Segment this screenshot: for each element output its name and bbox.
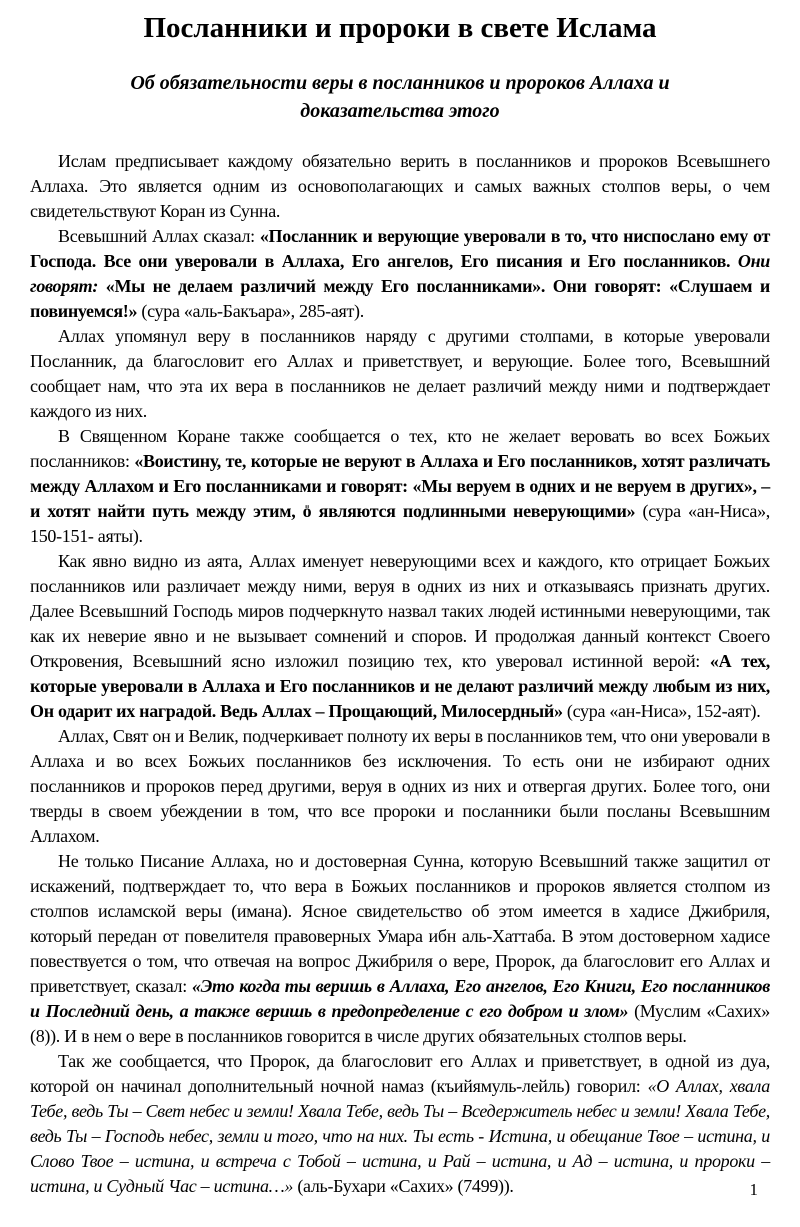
body-text: [30, 149, 770, 1199]
paragraph: [30, 424, 770, 549]
page-subtitle: Об обязательности веры в посланников и пророков Аллаха и доказательства этого: [130, 72, 670, 122]
text-run: Они говорят:: [30, 250, 770, 296]
paragraph: [30, 724, 770, 849]
text-run: «Это когда ты веришь в Аллаха, Его ангелов, Его Книги, Его посланников и Последний день, а также веришь в предопределение с его добром и злом»: [30, 975, 770, 1021]
text-run: Аллах, Свят он и Велик, подчеркивает полноту их веры в посланников тем, что они уверовали в Аллаха и во всех Божьих посланников без исключения. То есть они не избирают одних посланников и пророков перед другими, веруя в одних из них и отвергая других. Более того, они тверды в своем убеждении в том, что все пророки и посланники были посланы Всевышним Аллахом.: [30, 725, 770, 846]
text-run: «Посланник и верующие уверовали в то, что ниспослано ему от Господа. Все они уверовали в Аллаха, Его ангелов, Его писания и Его посланников.: [30, 225, 770, 271]
text-run: «О Аллах, хвала Тебе, ведь Ты – Свет небес и земли! Хвала Тебе, ведь Ты – Вседержитель небес и земли! Хвала Тебе, ведь Ты – Господь небес, земли и того, что на них. Ты есть - Истина, и обещание Твое – истина, и Слово Твое – истина, и встреча с Тобой – истина, и Рай – истина, и Ад – истина, и пророки – истина, и Судный Час – истина…»: [30, 1075, 770, 1196]
paragraph: [30, 149, 770, 224]
text-run: Как явно видно из аята, Аллах именует неверующими всех и каждого, кто отрицает Божьих посланников или различает между ними, веруя в одних из них и отказываясь признать других. Далее Всевышний Господь миров подчеркнуто назвал таких людей истинными неверующими, так как их неверие явно и не вызывает сомнений и споров. И продолжая данный контекст Своего Откровения, Всевышний ясно изложил позицию тех, кто уверовал истинной верой:: [30, 550, 770, 671]
text-run: (сура «ан-Ниса», 150-151- аяты).: [30, 500, 770, 546]
page-title: Посланники и пророки в свете Ислама: [143, 12, 657, 44]
text-run: Всевышний Аллах сказал:: [58, 225, 260, 246]
text-run: (сура «ан-Ниса», 152-аят).: [566, 700, 761, 721]
text-run: Ислам предписывает каждому обязательно верить в посланников и пророков Всевышнего Аллаха. Это является одним из основополагающих и самых важных столпов веры, о чем свидетельствуют Коран из Сунна.: [30, 150, 770, 221]
text-run: Не только Писание Аллаха, но и достоверная Сунна, которую Всевышний также защитил от искажений, подтверждает то, что вера в Божьих посланников и пророков является столпом из столпов исламской веры (имана). Ясное свидетельство об этом имеется в хадисе Джибриля, который передан от повелителя правоверных Умара ибн аль-Хаттаба. В этом достоверном хадисе повествуется о том, что отвечая на вопрос Джибриля о вере, Пророк, да благословит его Аллах и приветствует, сказал:: [30, 850, 770, 996]
text-run: (аль-Бухари «Сахих» (7499)).: [297, 1175, 514, 1196]
paragraph: [30, 849, 770, 1049]
text-run: В Священном Коране также сообщается о тех, кто не желает веровать во всех Божьих посланников:: [30, 425, 770, 471]
paragraph: [30, 324, 770, 424]
text-run: «Мы не делаем различий между Его посланниками». Они говорят: «Слушаем и повинуемся!»: [30, 275, 770, 321]
text-run: (Муслим «Сахих» (8)). И в нем о вере в посланников говорится в числе других обязательных столпов веры.: [30, 1000, 771, 1046]
page-number: 1: [749, 1180, 758, 1199]
text-run: Аллах упомянул веру в посланников наряду с другими столпами, в которые уверовали Посланник, да благословит его Аллах и приветствует, и верующие. Более того, Всевышний сообщает нам, что эта их вера в посланников не делает различий между ними и подтверждает каждого из них.: [30, 325, 770, 421]
paragraph: [30, 224, 770, 324]
paragraph: [30, 549, 770, 724]
paragraph: [30, 1049, 770, 1199]
text-run: (сура «аль-Бакъара», 285-аят).: [141, 300, 364, 321]
text-run: Так же сообщается, что Пророк, да благословит его Аллах и приветствует, в одной из дуа, которой он начинал дополнительный ночной намаз (къийямуль-лейль) говорил:: [30, 1050, 770, 1096]
text-run: «Воистину, те, которые не веруют в Аллаха и Его посланников, хотят различать между Аллахом и Его посланниками и говорят: «Мы веруем в одних и не веруем в других», – и хотят найти путь между этим, o̎ являются подлинными неверующими»: [30, 450, 770, 521]
text-run: «А тех, которые уверовали в Аллаха и Его посланников и не делают различий между любым из них, Он одарит их наградой. Ведь Аллах – Прощающий, Милосердный»: [30, 650, 770, 721]
